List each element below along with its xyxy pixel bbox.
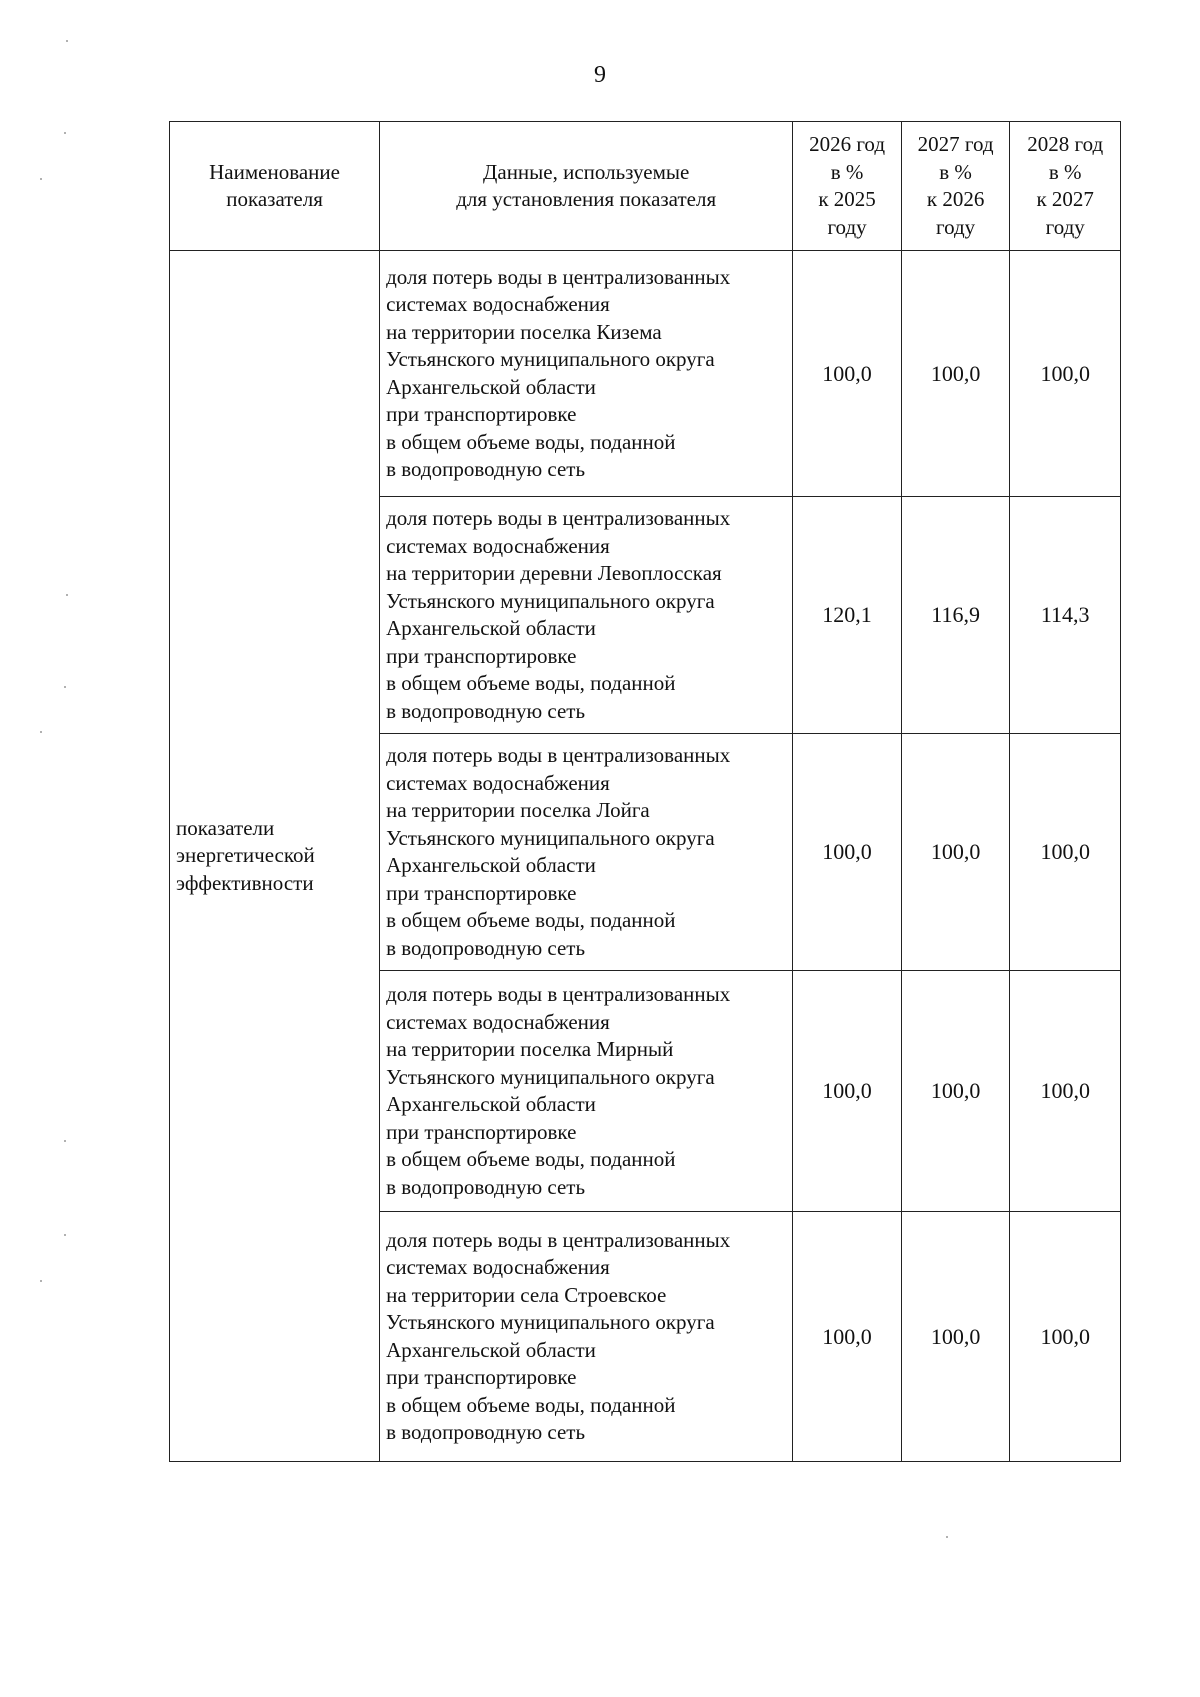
value-cell-2028: 100,0 [1010, 1212, 1121, 1462]
description-line: при транспортировке [386, 643, 577, 668]
description-line: Устьянского муниципального округа [386, 1310, 715, 1334]
description-line: доля потерь воды в централизованных [386, 982, 731, 1006]
description-line: Архангельской области [386, 1337, 596, 1362]
description-line: доля потерь воды в централизованных [386, 1227, 731, 1252]
description-line: системах водоснабжения [386, 1255, 610, 1279]
value-cell-2028: 100,0 [1010, 251, 1121, 497]
scan-speck [66, 594, 68, 596]
description-line: доля потерь воды в централизованных [386, 506, 731, 530]
data-description-cell [380, 251, 793, 497]
data-description-cell [380, 1212, 793, 1462]
description-line: на территории поселка Кизема [386, 319, 662, 344]
scan-speck [64, 1234, 66, 1236]
description-line: доля потерь воды в централизованных [386, 743, 731, 767]
description-line: системах водоснабжения [386, 1009, 610, 1034]
scan-speck [40, 178, 42, 180]
header-text-line: к 2027 [1036, 187, 1094, 211]
description-line: в общем объеме воды, поданной [386, 1392, 676, 1417]
description-line: в водопроводную сеть [386, 1174, 586, 1199]
description-line: на территории деревни Левоплосская [386, 561, 722, 585]
header-text-line: в % [939, 159, 972, 184]
value-cell-2028: 100,0 [1010, 971, 1121, 1212]
header-text-line: Наименование [209, 159, 340, 184]
description-line: в общем объеме воды, поданной [386, 429, 676, 454]
description-line: при транспортировке [386, 402, 577, 426]
description-line: Архангельской области [386, 1092, 596, 1116]
data-description-cell [380, 734, 793, 971]
header-text-line: в % [830, 159, 864, 184]
description-line: в водопроводную сеть [386, 1420, 586, 1444]
indicator-name-cell [170, 251, 380, 1462]
description-line: системах водоснабжения [386, 292, 610, 316]
indicator-name-line: эффективности [176, 870, 314, 895]
description-line: Устьянского муниципального округа [386, 1064, 715, 1089]
table-row [170, 251, 1121, 497]
header-year-2028 [1010, 122, 1121, 251]
description-line: на территории поселка Лойга [386, 798, 650, 822]
scan-speck [40, 731, 42, 733]
description-line: в водопроводную сеть [386, 457, 586, 481]
value-cell-2027: 100,0 [901, 251, 1010, 497]
value-cell-2026: 100,0 [793, 251, 902, 497]
header-text-line: году [1045, 214, 1085, 239]
indicator-name-line: показатели [176, 815, 275, 840]
header-data-used [380, 122, 793, 251]
data-description-cell [380, 497, 793, 734]
scan-speck [64, 132, 66, 134]
description-line: при транспортировке [386, 1365, 577, 1389]
description-line: доля потерь воды в централизованных [386, 264, 731, 289]
header-text-line: году [936, 214, 976, 239]
table-header-row [170, 122, 1121, 251]
description-line: в общем объеме воды, поданной [386, 908, 676, 932]
description-line: системах водоснабжения [386, 770, 610, 795]
scan-speck [64, 686, 66, 688]
value-cell-2026: 100,0 [793, 971, 902, 1212]
header-text-line: Данные, используемые [483, 159, 690, 184]
description-line: на территории поселка Мирный [386, 1037, 674, 1061]
scan-speck [40, 1280, 42, 1282]
header-text-line: для установления показателя [456, 187, 717, 211]
description-line: Устьянского муниципального округа [386, 588, 715, 613]
header-year-2027 [901, 122, 1010, 251]
table-body [170, 251, 1121, 1462]
value-cell-2026: 100,0 [793, 1212, 902, 1462]
indicator-name-line: энергетической [176, 843, 315, 868]
header-text-line: к 2025 [818, 187, 876, 211]
value-cell-2026: 100,0 [793, 734, 902, 971]
header-text-line: 2026 год [809, 132, 885, 156]
header-text-line: 2028 год [1027, 132, 1104, 156]
description-line: системах водоснабжения [386, 533, 610, 558]
value-cell-2027: 116,9 [901, 497, 1010, 734]
description-line: на территории села Строевское [386, 1282, 667, 1307]
value-cell-2027: 100,0 [901, 1212, 1010, 1462]
description-line: при транспортировке [386, 880, 577, 905]
scan-speck [66, 40, 68, 42]
description-line: Устьянского муниципального округа [386, 825, 715, 850]
header-text-line: показателя [226, 187, 323, 211]
value-cell-2028: 114,3 [1010, 497, 1121, 734]
header-year-2026 [793, 122, 902, 251]
header-text-line: в % [1048, 159, 1082, 184]
page-number: 9 [594, 62, 606, 88]
scan-speck [64, 1140, 66, 1142]
header-text-line: 2027 год [917, 132, 994, 156]
description-line: при транспортировке [386, 1119, 577, 1144]
indicators-table [169, 121, 1121, 1462]
description-line: Устьянского муниципального округа [386, 347, 715, 371]
header-indicator-name [170, 122, 380, 251]
description-line: Архангельской области [386, 853, 596, 877]
description-line: в общем объеме воды, поданной [386, 671, 676, 695]
description-line: в водопроводную сеть [386, 698, 586, 723]
value-cell-2027: 100,0 [901, 971, 1010, 1212]
description-line: Архангельской области [386, 374, 596, 399]
value-cell-2026: 120,1 [793, 497, 902, 734]
header-text-line: к 2026 [926, 187, 985, 211]
scan-speck [946, 1536, 948, 1538]
description-line: в общем объеме воды, поданной [386, 1147, 676, 1171]
data-description-cell [380, 971, 793, 1212]
value-cell-2027: 100,0 [901, 734, 1010, 971]
description-line: Архангельской области [386, 616, 596, 640]
value-cell-2028: 100,0 [1010, 734, 1121, 971]
header-text-line: году [827, 214, 867, 239]
description-line: в водопроводную сеть [386, 935, 586, 960]
